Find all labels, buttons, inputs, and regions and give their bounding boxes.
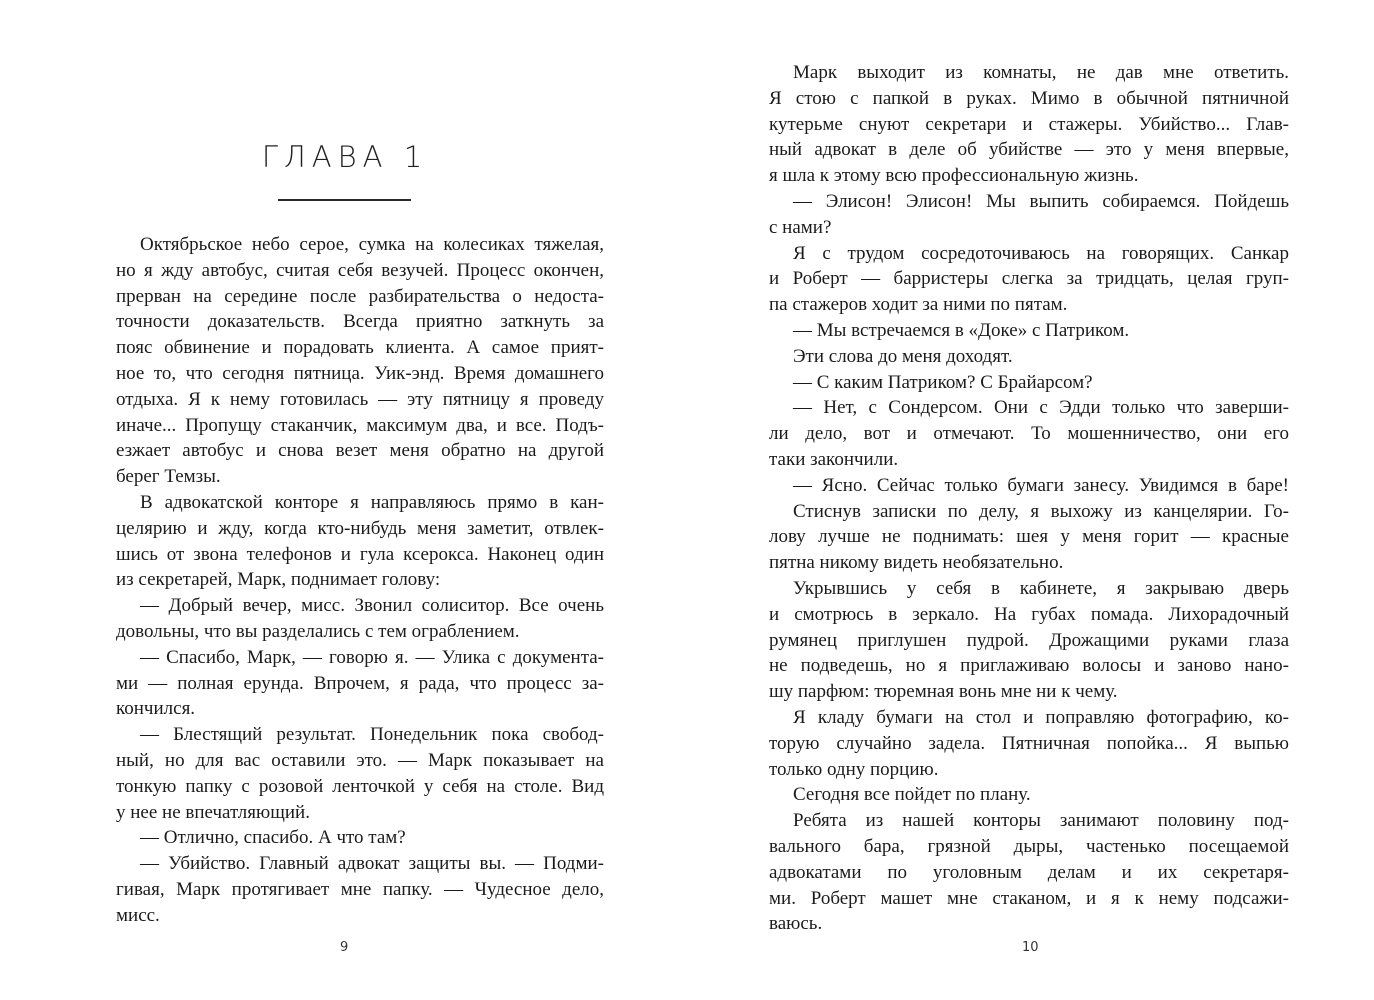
text-line: не подведешь, но я приглаживаю волосы и заново нано- — [769, 655, 1289, 677]
text-line: кутерьме снуют секретари и стажеры. Убийство... Глав- — [769, 113, 1289, 135]
text-line: езжает автобус и снова везет меня обратно на другой — [116, 440, 604, 462]
text-line: лову лучше не поднимать: шея у меня горит — красные — [769, 526, 1289, 548]
text-line: довольны, что вы разделались с тем ограблением. — [116, 620, 520, 642]
text-line: Стиснув записки по делу, я выхожу из канцелярии. Го- — [793, 500, 1289, 522]
text-line: иначе... Пропущу стаканчик, максимум два, и все. Подъ- — [116, 414, 604, 436]
text-line: — Убийство. Главный адвокат защиты вы. — Подми- — [140, 853, 604, 875]
text-line: — Элисон! Элисон! Мы выпить собираемся. Пойдешь — [793, 190, 1289, 212]
text-line: — Спасибо, Марк, — говорю я. — Улика с документа- — [140, 646, 604, 668]
text-line: я шла к этому всю профессиональную жизнь. — [769, 165, 1139, 187]
text-line: прерван на середине после разбирательства о недоста- — [116, 285, 604, 307]
text-line: Эти слова до меня доходят. — [793, 345, 1013, 367]
text-line: шу парфюм: тюремная вонь мне ни к чему. — [769, 681, 1118, 703]
text-line: па стажеров ходит за ними по пятам. — [769, 294, 1068, 316]
text-line: пояс обвинение и порадовать клиента. А самое прият- — [116, 337, 604, 359]
text-line: гивая, Марк протягивает мне папку. — Чудесное дело, — [116, 878, 604, 900]
text-line: Я кладу бумаги на стол и поправляю фотографию, ко- — [793, 706, 1289, 728]
text-line: — Ясно. Сейчас только бумаги занесу. Увидимся в баре! — [793, 474, 1289, 496]
page-number-left: 9 — [340, 940, 349, 955]
page-number-right: 10 — [1022, 940, 1039, 955]
text-line: и Роберт — барристеры слегка за тридцать, целая груп- — [769, 268, 1289, 290]
text-line: только одну порцию. — [769, 758, 939, 780]
text-line: кончился. — [116, 698, 196, 720]
text-line: — Добрый вечер, мисс. Звонил солиситор. Все очень — [140, 595, 604, 617]
text-line: — Мы встречаемся в «Доке» с Патриком. — [793, 319, 1130, 341]
text-line: — С каким Патриком? С Брайарсом? — [793, 371, 1093, 393]
text-line: адвокатами по уголовным делам и их секретаря- — [769, 861, 1289, 883]
text-line: Я стою с папкой в руках. Мимо в обычной пятничной — [769, 87, 1289, 109]
text-line: тонкую папку с розовой ленточкой у себя на столе. Вид — [116, 775, 604, 797]
text-line: у нее не впечатляющий. — [116, 801, 310, 823]
text-line: Укрывшись у себя в кабинете, я закрываю дверь — [793, 577, 1289, 599]
text-line: ми — полная ерунда. Впрочем, я рада, что процесс за- — [116, 672, 604, 694]
text-line: Ребята из нашей конторы занимают половину под- — [793, 810, 1289, 832]
text-line: — Нет, с Сондерсом. Они с Эдди только что заверши- — [793, 397, 1289, 419]
text-line: таки закончили. — [769, 448, 899, 470]
text-line: ный, но для вас оставили это. — Марк показывает на — [116, 749, 604, 771]
chapter-rule — [278, 199, 411, 201]
text-line: В адвокатской конторе я направляюсь прямо в кан- — [140, 491, 604, 513]
text-line: Марк выходит из комнаты, не дав мне ответить. — [793, 62, 1289, 83]
text-line: — Отлично, спасибо. А что там? — [140, 827, 406, 849]
text-line: торую случайно задела. Пятничная попойка... Я выпью — [769, 732, 1289, 754]
text-line: отдыха. Я к нему готовилась — эту пятницу я проведу — [116, 388, 604, 410]
text-line: ный адвокат в деле об убийстве — это у меня впервые, — [769, 139, 1289, 161]
chapter-title: ГЛАВА 1 — [261, 140, 429, 174]
text-line: ное то, что сегодня пятница. Уик-энд. Время домашнего — [116, 362, 604, 384]
right-page — [687, 0, 1374, 1000]
right-page-text — [769, 60, 1289, 937]
text-line: с нами? — [769, 216, 832, 238]
text-line: мисс. — [116, 904, 160, 926]
text-line: Сегодня все пойдет по плану. — [793, 784, 1031, 806]
text-line: точности доказательств. Всегда приятно заткнуть за — [116, 311, 604, 333]
text-line: Октябрьское небо серое, сумка на колесиках тяжелая, — [140, 234, 604, 255]
text-line: шись от звона телефонов и гула ксерокса. Наконец один — [116, 543, 604, 565]
text-line: из секретарей, Марк, поднимает голову: — [116, 569, 441, 591]
text-line: ли дело, вот и отмечают. То мошенничество, они его — [769, 423, 1289, 445]
text-line: ми. Роберт машет мне стаканом, и я к нему подсажи- — [769, 887, 1289, 909]
left-page-text — [116, 232, 604, 929]
text-line: и смотрюсь в зеркало. На губах помада. Лихорадочный — [769, 603, 1289, 625]
text-line: вального бара, грязной дыры, частенько посещаемой — [769, 835, 1289, 857]
text-line: целярию и жду, когда кто-нибудь меня заметит, отвлек- — [116, 517, 604, 539]
text-line: пятна никому видеть необязательно. — [769, 552, 1064, 574]
text-line: ваюсь. — [769, 913, 823, 935]
text-line: румянец приглушен пудрой. Дрожащими руками глаза — [769, 629, 1289, 651]
text-line: — Блестящий результат. Понедельник пока свобод- — [140, 724, 604, 746]
text-line: берег Темзы. — [116, 466, 221, 488]
text-line: но я жду автобус, считая себя везучей. Процесс окончен, — [116, 259, 604, 281]
text-line: Я с трудом сосредоточиваюсь на говорящих. Санкар — [793, 242, 1289, 264]
